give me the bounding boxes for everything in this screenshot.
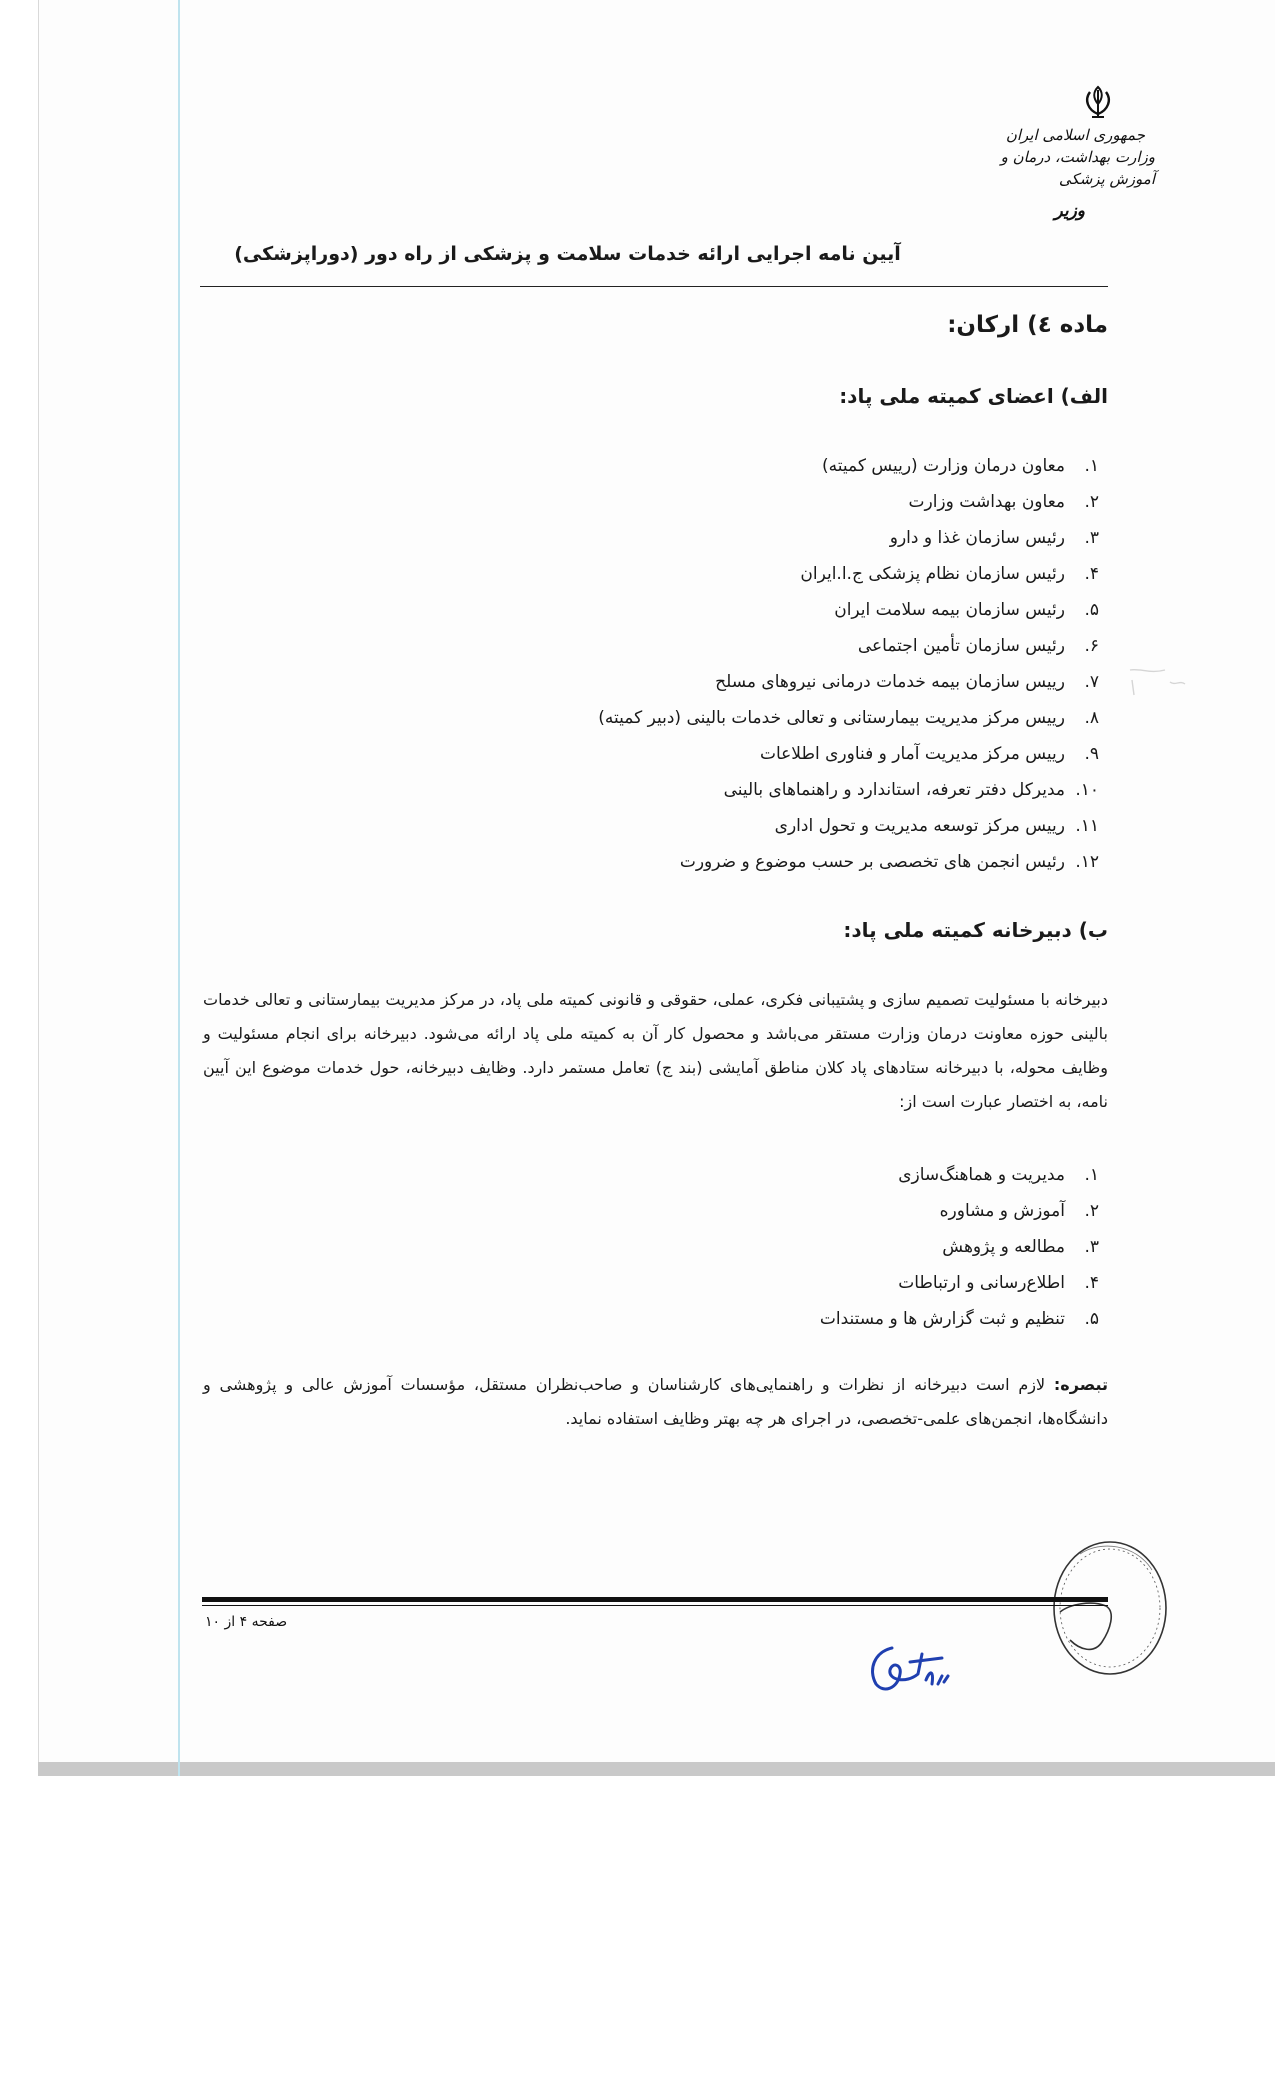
iran-emblem-icon	[1081, 84, 1115, 120]
list-item	[820, 1229, 1099, 1265]
ministry-line-2: وزارت بهداشت، درمان و آموزش پزشکی	[1000, 148, 1155, 188]
item-text: رییس مرکز مدیریت بیمارستانی و تعالی خدمات بالینی (دبیر کمیته)	[598, 708, 1065, 728]
item-number: ۱۱.	[1075, 816, 1099, 836]
list-item	[598, 592, 1099, 628]
item-number: ۶.	[1084, 636, 1099, 656]
minister-label: وزیر	[1054, 201, 1085, 221]
item-number: ۹.	[1084, 744, 1099, 764]
list-item	[598, 808, 1099, 844]
item-text: تنظیم و ثبت گزارش ها و مستندات	[819, 1309, 1065, 1329]
item-text: رئیس سازمان تأمین اجتماعی	[857, 636, 1065, 656]
item-number: ۱.	[1084, 1165, 1099, 1185]
section-a-heading: الف) اعضای کمیته ملی پاد:	[839, 384, 1108, 408]
list-item	[598, 772, 1099, 808]
margin-line	[178, 0, 180, 1776]
list-item	[820, 1193, 1099, 1229]
document-title: آیین نامه اجرایی ارائه خدمات سلامت و پزشکی از راه دور (دوراپزشکی)	[234, 243, 901, 265]
item-number: ۱۲.	[1075, 852, 1099, 872]
note-paragraph	[203, 1368, 1108, 1436]
item-text: معاون بهداشت وزارت	[908, 492, 1065, 512]
committee-members-list	[598, 448, 1099, 880]
item-number: ۱۰.	[1075, 780, 1099, 800]
item-text: مطالعه و پژوهش	[942, 1237, 1065, 1257]
item-text: آموزش و مشاوره	[939, 1201, 1065, 1221]
article-heading: ماده ٤) ارکان:	[947, 312, 1108, 338]
list-item	[598, 700, 1099, 736]
note-label: تبصره:	[1053, 1375, 1108, 1394]
list-item	[598, 448, 1099, 484]
list-item	[820, 1265, 1099, 1301]
page-edge-shadow	[38, 1762, 1275, 1776]
item-number: ۲.	[1084, 1201, 1099, 1221]
pencil-marks	[1120, 650, 1200, 710]
secretariat-paragraph: دبیرخانه با مسئولیت تصمیم سازی و پشتیبانی فکری، عملی، حقوقی و قانونی کمیته ملی پاد، در مرکز مدیریت بیمارستانی و تعالی خدمات بالینی حوزه معاونت درمان وزارت مستقر می‌باشد و محصول کار آن به کمیته ملی پاد ارائه می‌شود. دبیرخانه برای انجام مسئولیت و وظایف محوله، با دبیرخانه ستادهای پاد کلان مناطق آمایشی (بند ج) تعامل مستمر دارد. وظایف دبیرخانه، حول خدمات موضوع این آیین نامه، به اختصار عبارت است از:	[203, 990, 1108, 1111]
footer-divider	[202, 1597, 1108, 1602]
item-text: رئیس انجمن های تخصصی بر حسب موضوع و ضرورت	[679, 852, 1065, 872]
ministry-letterhead	[995, 124, 1155, 190]
note-text: لازم است دبیرخانه از نظرات و راهنمایی‌های کارشناسان و صاحب‌نظران مستقل، مؤسسات آموزش عالی و پژوهشی و دانشگاه‌ها، انجمن‌های علمی-تخصصی، در اجرای هر چه بهتر وظایف استفاده نماید.	[203, 1375, 1108, 1428]
item-text: رییس مرکز مدیریت آمار و فناوری اطلاعات	[759, 744, 1065, 764]
item-text: رییس مرکز توسعه مدیریت و تحول اداری	[774, 816, 1065, 836]
item-text: اطلاع‌رسانی و ارتباطات	[898, 1273, 1065, 1293]
item-number: ۱.	[1084, 456, 1099, 476]
secretariat-duties-list	[820, 1157, 1099, 1337]
item-text: رئیس سازمان غذا و دارو	[889, 528, 1065, 548]
list-item	[598, 844, 1099, 880]
item-text: مدیریت و هماهنگ‌سازی	[898, 1165, 1065, 1185]
item-text: مدیرکل دفتر تعرفه، استاندارد و راهنماهای بالینی	[723, 780, 1065, 800]
footer-divider-thin	[202, 1605, 1108, 1606]
item-number: ۴.	[1084, 564, 1099, 584]
item-number: ۸.	[1084, 708, 1099, 728]
handwritten-signature	[862, 1640, 972, 1700]
list-item	[598, 736, 1099, 772]
item-text: رئیس سازمان نظام پزشکی ج.ا.ایران	[800, 564, 1065, 584]
item-number: ۷.	[1084, 672, 1099, 692]
item-number: ۳.	[1084, 528, 1099, 548]
item-number: ۵.	[1084, 600, 1099, 620]
item-number: ۳.	[1084, 1237, 1099, 1257]
list-item	[820, 1301, 1099, 1337]
list-item	[598, 520, 1099, 556]
item-text: رئیس سازمان بیمه سلامت ایران	[834, 600, 1065, 620]
item-text: معاون درمان وزارت (رییس کمیته)	[821, 456, 1065, 476]
item-number: ۲.	[1084, 492, 1099, 512]
item-text: رییس سازمان بیمه خدمات درمانی نیروهای مسلح	[715, 672, 1065, 692]
ministry-line-1: جمهوری اسلامی ایران	[1005, 126, 1145, 144]
list-item	[820, 1157, 1099, 1193]
list-item	[598, 556, 1099, 592]
page-number: صفحه ۴ از ۱۰	[205, 1614, 288, 1630]
item-number: ۴.	[1084, 1273, 1099, 1293]
list-item	[598, 628, 1099, 664]
list-item	[598, 664, 1099, 700]
item-number: ۵.	[1084, 1309, 1099, 1329]
list-item	[598, 484, 1099, 520]
title-divider	[200, 286, 1108, 287]
section-b-heading: ب) دبیرخانه کمیته ملی پاد:	[843, 918, 1108, 942]
